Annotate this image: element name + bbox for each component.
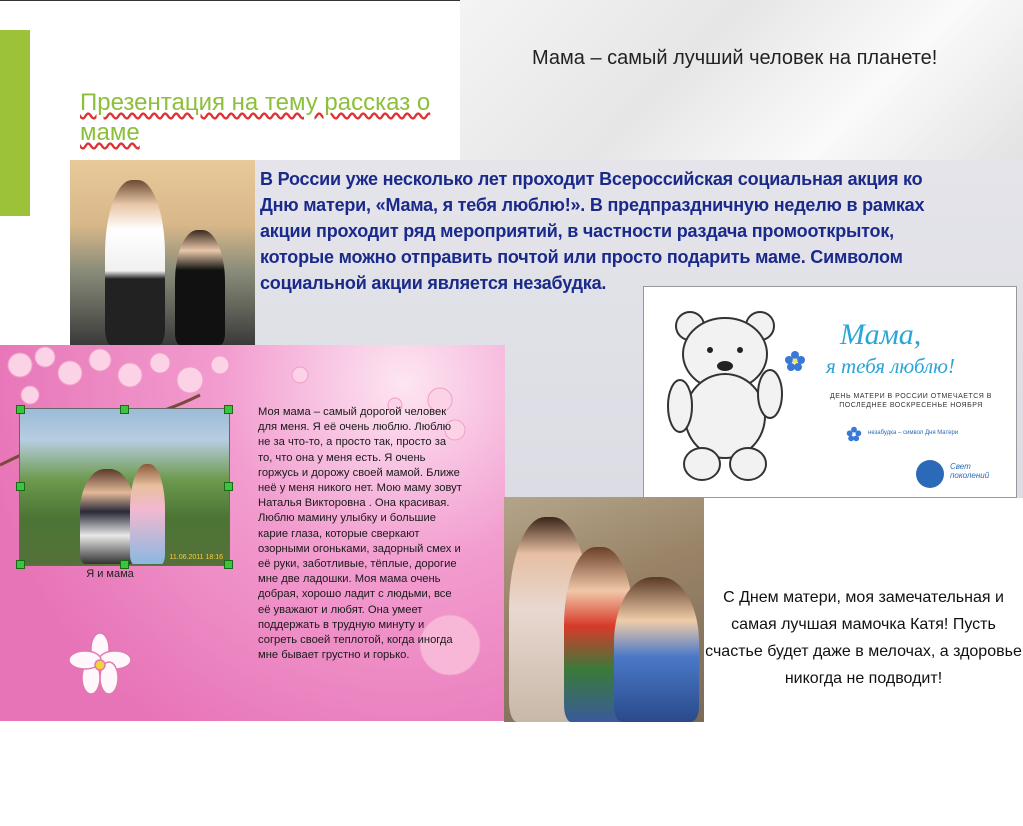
resize-handle[interactable]	[224, 405, 233, 414]
tree-logo-icon	[916, 460, 944, 488]
resize-handle[interactable]	[224, 482, 233, 491]
resize-handle[interactable]	[120, 405, 129, 414]
photo-caption: Я и мама	[86, 568, 134, 580]
slide-2	[460, 0, 1023, 160]
slide-2-text: Мама – самый лучший человек на планете!	[532, 47, 938, 69]
resize-handle[interactable]	[16, 405, 25, 414]
resize-handle[interactable]	[224, 560, 233, 569]
mother-daughter-photo	[70, 160, 255, 345]
resize-handle[interactable]	[16, 482, 25, 491]
green-accent-bar	[0, 30, 30, 216]
photo-timestamp: 11.06.2011 18:16	[169, 554, 223, 561]
slide-4-text: Моя мама – самый дорогой человек для меня. Я её очень люблю. Люблю не за что-то, а просто так, просто за то, что она у меня есть. Я очень горжусь и дорожу своей мамой. Ближе неё у меня никого нет. Мою маму зовут Наталья Викторовна . Она красивая. Люблю мамину улыбку и большие карие глаза, которые сверкают озорными огоньками, задорный смех и её руки, заботливые, тёплые, дорогие мне две ладошки. Моя мама очень добрая, хорошо ладит с людьми, все её уважают и любят. Она умеет поддержать в трудную минуту и согреть своей теплотой, когда иногда мне бывает грустно и горько.	[258, 406, 462, 662]
promo-date-note: ДЕНЬ МАТЕРИ В РОССИИ ОТМЕЧАЕТСЯ В ПОСЛЕДНЕЕ ВОСКРЕСЕНЬЕ НОЯБРЯ	[830, 393, 992, 409]
logo-text: Свет поколений	[950, 462, 990, 480]
resize-handle[interactable]	[16, 560, 25, 569]
forget-me-not-small-icon	[846, 426, 862, 442]
promo-script-mama: Мама,	[840, 318, 922, 351]
teddy-bear-illustration	[660, 306, 790, 486]
slide-1-title: Презентация на тему рассказ о маме	[80, 89, 431, 146]
slide-5-text: С Днем матери, моя замечательная и самая лучшая мамочка Катя! Пусть счастье будет даже в мелочах, а здоровье никогда не подводит!	[705, 589, 1022, 687]
promo-symbol-note: незабудка – символ Дня Матери	[868, 430, 959, 436]
forget-me-not-icon	[784, 350, 806, 372]
slide-3-text: В России уже несколько лет проходит Всероссийская социальная акция ко Дню матери, «Мама, я тебя люблю!». В предпраздничную неделю в рамках акции проходит ряд мероприятий, в частности раздача промооткрыток, которые можно отправить почтой или просто подарить маме. Символом социальной акции является незабудка.	[260, 169, 925, 293]
me-and-mom-photo	[19, 408, 230, 566]
promo-script-love: я тебя люблю!	[826, 354, 955, 378]
family-photo	[504, 497, 704, 722]
